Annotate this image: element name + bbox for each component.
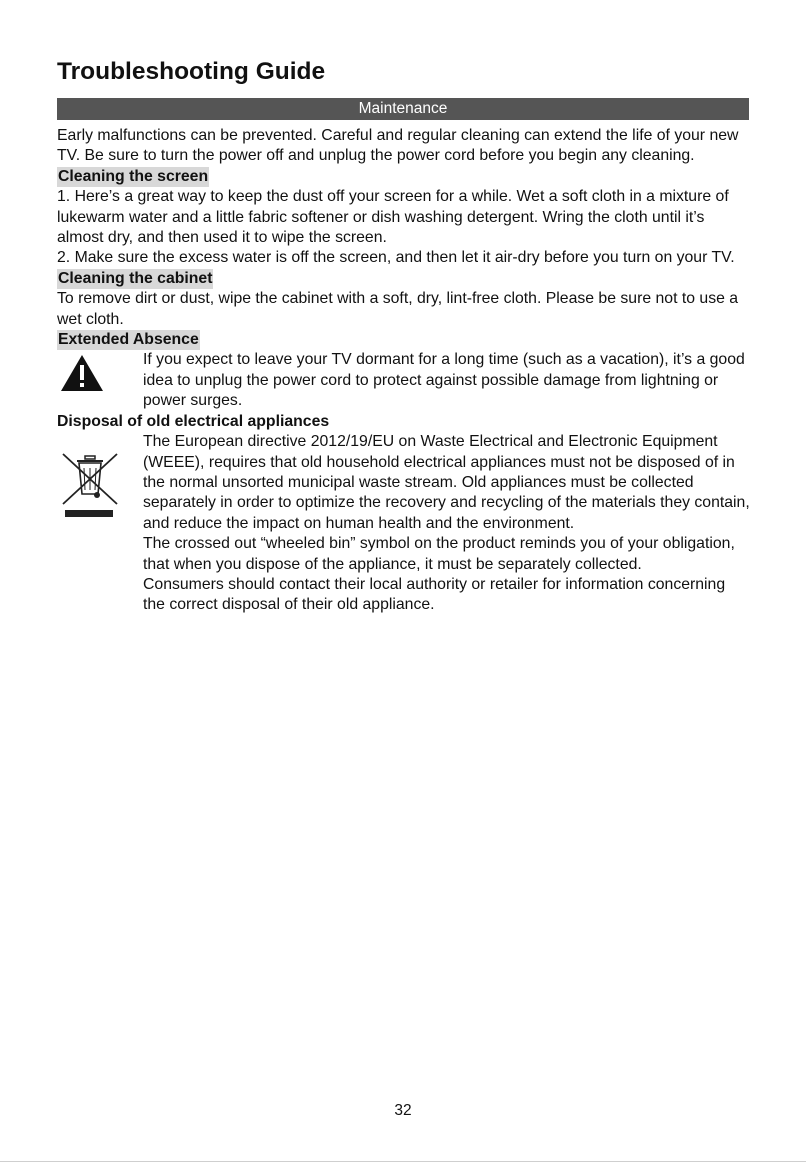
subheading-disposal: Disposal of old electrical appliances <box>57 412 330 430</box>
page-title: Troubleshooting Guide <box>57 58 326 85</box>
document-body <box>57 126 751 616</box>
disposal-paragraph-2: The crossed out “wheeled bin” symbol on the product reminds you of your obligation, that when you dispose of the appliance, it must be separately collected. <box>143 535 735 573</box>
warning-triangle-icon <box>60 354 104 392</box>
intro-paragraph: Early malfunctions can be prevented. Careful and regular cleaning can extend the life of your new TV. Be sure to turn the power off and unplug the power cord before you begin any cleaning. <box>57 127 739 165</box>
disposal-paragraph-3: Consumers should contact their local authority or retailer for information concerning the correct disposal of their old appliance. <box>143 575 726 614</box>
cleaning-screen-step-1: 1. Here’s a great way to keep the dust off your screen for a while. Wet a soft cloth in a mixture of lukewarm water and a little fabric softener or dish washing detergent. Wring the cloth until it’s almost dry, and then used it to wipe the screen. <box>57 188 729 247</box>
subheading-row <box>57 269 751 289</box>
crossed-out-wheeled-bin-icon <box>59 452 121 518</box>
section-header-bar: Maintenance <box>57 98 749 120</box>
subheading-cleaning-screen: Cleaning the screen <box>57 167 209 187</box>
cleaning-cabinet-paragraph: To remove dirt or dust, wipe the cabinet with a soft, dry, lint-free cloth. Please be sure not to use a wet cloth. <box>57 290 739 328</box>
extended-absence-block <box>57 350 751 411</box>
cleaning-screen-step-2: 2. Make sure the excess water is off the screen, and then let it air-dry before you turn on your TV. <box>57 249 735 267</box>
disposal-paragraph-1: The European directive 2012/19/EU on Waste Electrical and Electronic Equipment (WEEE), requires that old household electrical appliances must not be disposed of in the normal unsorted municipal waste stream. Old appliances must be collected separately in order to optimize the recovery and recycling of the materials they contain, and reduce the impact on human health and the environment. <box>143 433 750 532</box>
disposal-block <box>57 432 751 616</box>
bottom-divider <box>0 1161 806 1162</box>
subheading-row <box>57 167 751 187</box>
subheading-cleaning-cabinet: Cleaning the cabinet <box>57 269 213 289</box>
extended-absence-paragraph: If you expect to leave your TV dormant for a long time (such as a vacation), it’s a good idea to unplug the power cord to protect against possible damage from lightning or power surges. <box>143 351 745 410</box>
subheading-extended-absence: Extended Absence <box>57 330 200 350</box>
subheading-row <box>57 330 751 350</box>
page-number: 32 <box>394 1102 412 1119</box>
